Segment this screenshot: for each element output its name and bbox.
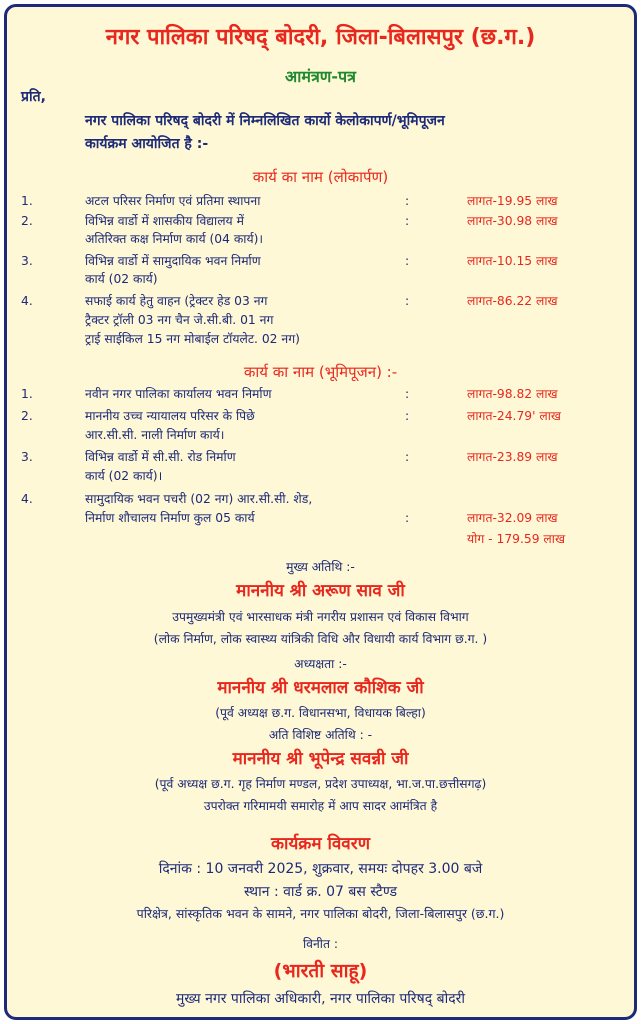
lokarpan-heading: कार्य का नाम (लोकार्पण): [252, 168, 389, 186]
list-item-cost: लागत-98.82 लाख: [467, 387, 558, 401]
list-item-text: निर्माण शौचालय निर्माण कुल 05 कार्य: [85, 511, 255, 525]
chief-guest-label: मुख्य अतिथि :-: [286, 560, 355, 574]
list-item-text: विभिन्न वार्डो में शासकीय विद्यालय में: [85, 214, 244, 228]
presidency-name: माननीय श्री धरमलाल कौशिक जी: [217, 678, 424, 698]
list-item-text: ट्राई साईकिल 15 नग मोबाईल टॉयलेट. 02 नग): [85, 332, 300, 346]
list-item-text: अटल परिसर निर्माण एवं प्रतिमा स्थापना: [85, 194, 261, 208]
list-item-number: 4.: [21, 294, 33, 308]
list-item-cost: लागत-24.79' लाख: [467, 409, 561, 423]
list-item-text: अतिरिक्त कक्ष निर्माण कार्य (04 कार्य)।: [85, 232, 264, 246]
presidency-desc: (पूर्व अध्यक्ष छ.ग. विधानसभा, विधायक बिल्हा): [215, 706, 426, 720]
bhoomipujan-heading: कार्य का नाम (भूमिपूजन) :-: [243, 363, 398, 381]
program-date: दिनांक : 10 जनवरी 2025, शुक्रवार, समयः दोपहर 3.00 बजे: [158, 861, 483, 877]
invitation-card: [4, 4, 637, 1020]
list-item-text: विभिन्न वार्डो में सामुदायिक भवन निर्माण: [85, 254, 261, 268]
vinit-label: विनीत :: [302, 937, 339, 951]
intro-line-1: नगर पालिका परिषद् बोदरी में निम्नलिखित कार्यो केलोकापर्ण/भूमिपूजन: [85, 113, 445, 129]
list-item-colon: :: [405, 294, 410, 308]
page-subtitle: आमंत्रण-पत्र: [285, 67, 356, 86]
list-item-colon: :: [405, 194, 410, 208]
chief-guest-desc-2: (लोक निर्माण, लोक स्वास्थ्य यांत्रिकी विधि और विधायी कार्य विभाग छ.ग. ): [153, 632, 488, 646]
list-item-number: 1.: [21, 194, 33, 208]
list-item-cost: लागत-10.15 लाख: [467, 254, 558, 268]
list-item-number: 1.: [21, 387, 33, 401]
list-item-text: कार्य (02 कार्य): [85, 272, 158, 286]
list-item-colon: :: [405, 214, 410, 228]
list-item-colon: :: [405, 450, 410, 464]
special-guest-desc: (पूर्व अध्यक्ष छ.ग. गृह निर्माण मण्डल, प्रदेश उपाध्यक्ष, भा.ज.पा.छत्तीसगढ़): [154, 777, 487, 791]
list-item-number: 3.: [21, 254, 33, 268]
invitation-line: उपरोक्त गरिमामयी समारोह में आप सादर आमंत्रित है: [203, 799, 438, 813]
chief-guest-name: माननीय श्री अरूण साव जी: [236, 581, 405, 601]
list-item-text: नवीन नगर पालिका कार्यालय भवन निर्माण: [85, 387, 272, 401]
special-guest-name: माननीय श्री भूपेन्द्र सवन्नी जी: [232, 749, 409, 769]
list-item-number: 3.: [21, 450, 33, 464]
list-item-number: 2.: [21, 409, 33, 423]
list-item-text: आर.सी.सी. नाली निर्माण कार्य।: [85, 428, 225, 442]
list-item-colon: :: [405, 409, 410, 423]
list-item-colon: :: [405, 511, 410, 525]
list-item-text: सफाई कार्य हेतु वाहन (ट्रेक्टर हेड 03 नग: [85, 294, 268, 308]
list-item-text: सामुदायिक भवन पचरी (02 नग) आर.सी.सी. शेड,: [85, 492, 313, 506]
list-item-text: विभिन्न वार्डो में सी.सी. रोड निर्माण: [85, 450, 236, 464]
list-item-number: 4.: [21, 492, 33, 506]
list-item-cost: लागत-86.22 लाख: [467, 294, 558, 308]
program-address: परिक्षेत्र, सांस्कृतिक भवन के सामने, नगर पालिका बोदरी, जिला-बिलासपुर (छ.ग.): [136, 906, 505, 921]
presidency-label: अध्यक्षता :-: [294, 657, 347, 671]
list-item-text: माननीय उच्च न्यायालय परिसर के पिछे: [85, 409, 255, 423]
list-item-colon: :: [405, 387, 410, 401]
list-item-colon: :: [405, 254, 410, 268]
intro-line-2: कार्यक्रम आयोजित है :-: [85, 136, 209, 152]
list-item-text: कार्य (02 कार्य)।: [85, 469, 163, 483]
list-item-cost: लागत-19.95 लाख: [467, 194, 558, 208]
list-item-text: ट्रैक्टर ट्रॉली 03 नग चैन जे.सी.बी. 01 नग: [85, 313, 274, 327]
signatory-designation: मुख्य नगर पालिका अधिकारी, नगर पालिका परिषद् बोदरी: [175, 991, 466, 1007]
list-item-cost: लागत-30.98 लाख: [467, 214, 558, 228]
salutation: प्रति,: [21, 89, 46, 105]
signatory-name: (भारती साहू): [273, 960, 368, 982]
program-heading: कार्यक्रम विवरण: [270, 834, 370, 854]
list-item-cost: लागत-23.89 लाख: [467, 450, 558, 464]
chief-guest-desc-1: उपमुख्यमंत्री एवं भारसाधक मंत्री नगरीय प्रशासन एवं विकास विभाग: [172, 610, 469, 624]
list-item-cost: लागत-32.09 लाख: [467, 511, 558, 525]
special-guest-label: अति विशिष्ट अतिथि : -: [268, 728, 373, 742]
list-item-number: 2.: [21, 214, 33, 228]
program-place: स्थान : वार्ड क्र. 07 बस स्टैण्ड: [244, 884, 397, 900]
page-title: नगर पालिका परिषद् बोदरी, जिला-बिलासपुर (छ.ग.): [105, 25, 536, 50]
total-cost: योग - 179.59 लाख: [467, 532, 566, 546]
